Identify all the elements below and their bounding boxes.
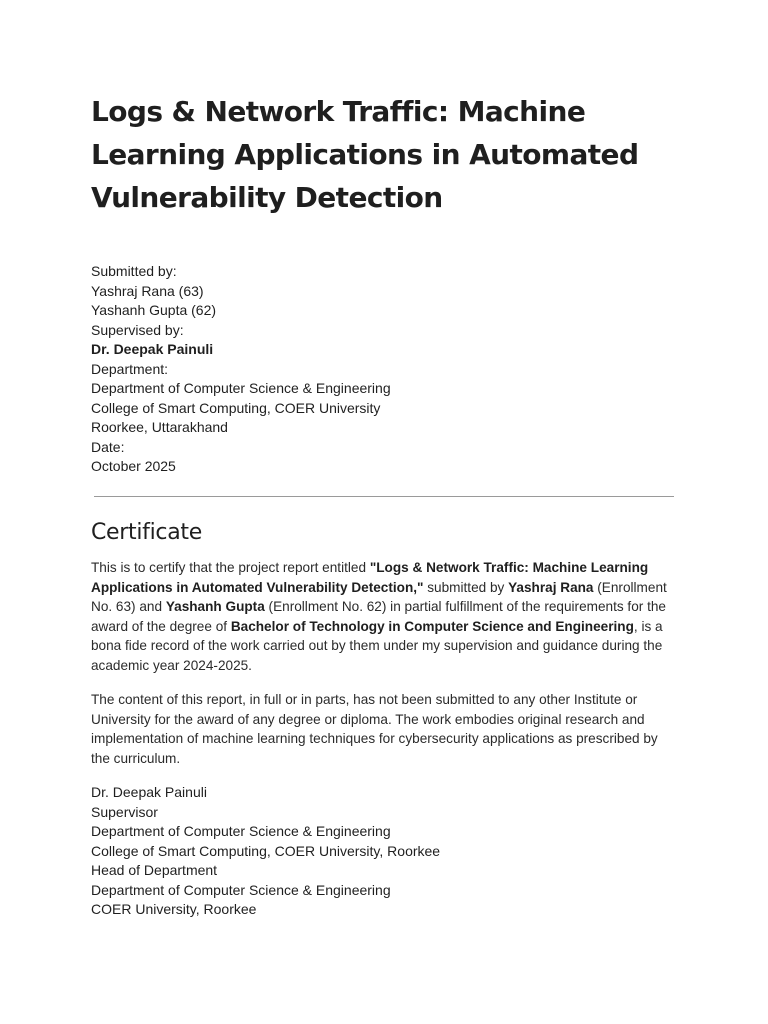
- signature-line: Department of Computer Science & Engineering: [91, 881, 391, 898]
- signature-line: Dr. Deepak Painuli: [91, 784, 207, 800]
- signature-line: Supervisor: [91, 803, 158, 820]
- certificate-heading: Certificate: [91, 520, 202, 545]
- meta-line: Department of Computer Science & Engineering: [91, 380, 391, 396]
- degree-emphasis: Bachelor of Technology in Computer Science and Engineering: [230, 618, 634, 634]
- meta-line: Roorkee, Uttarakhand: [91, 419, 228, 435]
- meta-line: Department:: [91, 360, 169, 377]
- meta-line: Date:: [91, 438, 125, 455]
- paragraph-text: , is a bona fide record of the work carried out by them under my supervision and guidance during the academic year 2024-2025.: [91, 618, 663, 673]
- document-title: Logs & Network Traffic: Machine Learning Applications in Automated Vulnerability Detection: [91, 95, 639, 214]
- signature-line: Department of Computer Science & Engineering: [91, 823, 391, 839]
- report-title-emphasis: "Logs & Network Traffic: Machine Learning Applications in Automated Vulnerability Detection,": [91, 560, 649, 595]
- signature-block: [91, 783, 651, 920]
- paragraph-text: (Enrollment No. 63) and: [91, 579, 667, 614]
- supervisor-name: Dr. Deepak Painuli: [91, 341, 214, 357]
- signature-line: College of Smart Computing, COER University, Roorkee: [91, 842, 441, 859]
- signature-line: Head of Department: [91, 862, 218, 878]
- paragraph-text: This is to certify that the project report entitled: [91, 560, 370, 575]
- student-name-emphasis: Yashraj Rana: [508, 579, 594, 595]
- student-name-emphasis: Yashanh Gupta: [165, 599, 265, 614]
- meta-line: Yashanh Gupta (62): [91, 302, 217, 318]
- meta-line: College of Smart Computing, COER University: [91, 399, 381, 416]
- meta-line: Supervised by:: [91, 321, 184, 338]
- meta-line: October 2025: [91, 458, 176, 474]
- section-divider: [94, 496, 674, 497]
- paragraph-text: (Enrollment No. 62) in partial fulfillment of the requirements for the award of the degree of: [91, 599, 666, 634]
- submission-details: [91, 262, 651, 477]
- signature-line: COER University, Roorkee: [91, 901, 257, 917]
- meta-line: Submitted by:: [91, 263, 177, 279]
- paragraph-text: submitted by: [423, 579, 509, 595]
- certificate-paragraph-1: [91, 558, 679, 675]
- meta-line: Yashraj Rana (63): [91, 282, 204, 299]
- certificate-paragraph-2: The content of this report, in full or in parts, has not been submitted to any other Institute or University for the award of any degree or diploma. The work embodies original research and implementation of machine learning techniques for cybersecurity applications as prescribed by the curriculum.: [91, 692, 658, 766]
